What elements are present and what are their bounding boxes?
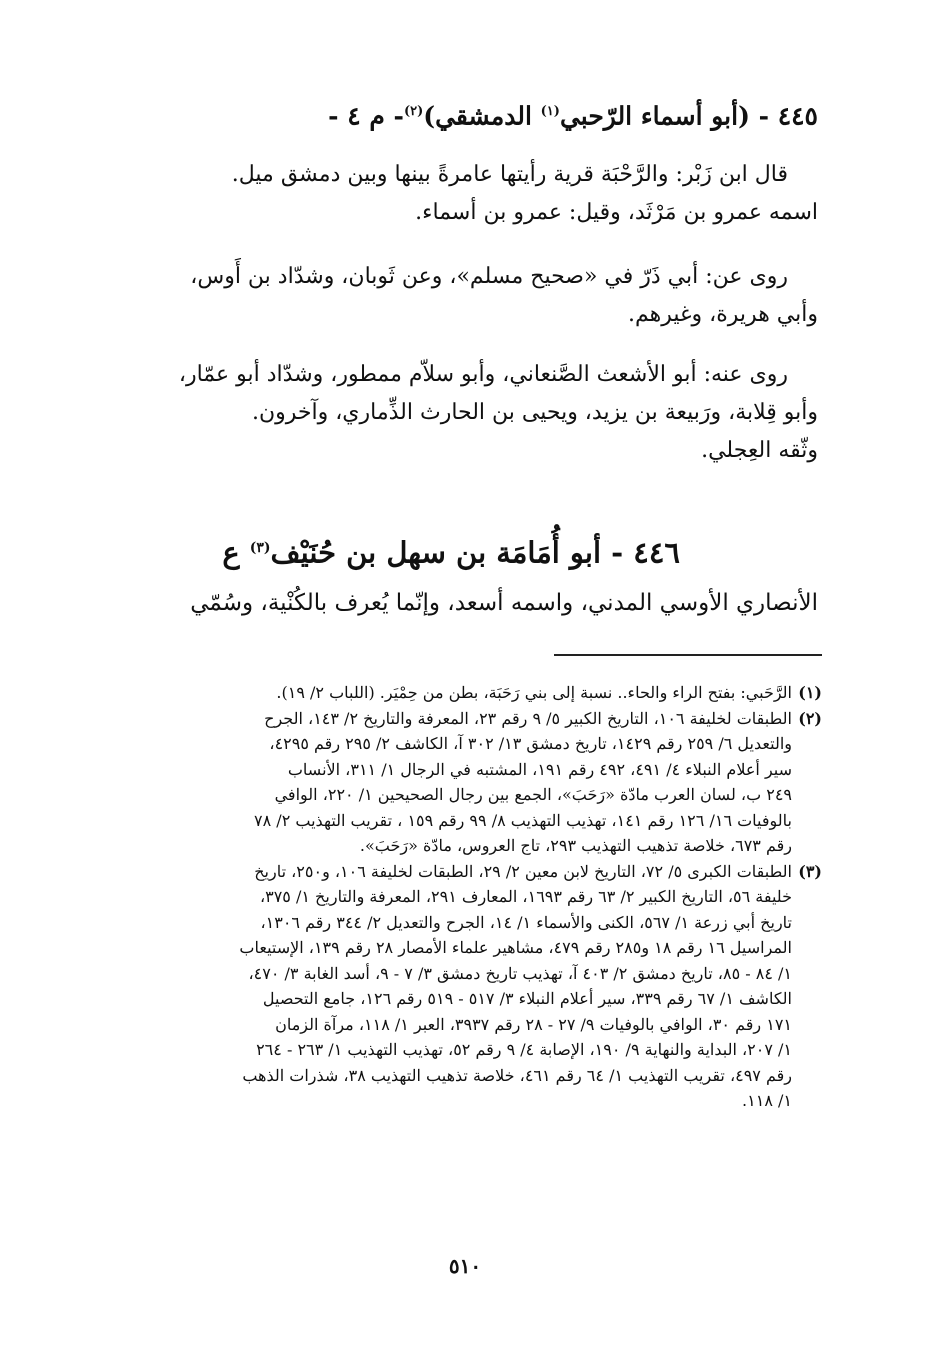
footnote-ref-3[interactable]: (٣) (249, 540, 271, 556)
footnote-1 (132, 680, 822, 706)
footnote-line: الطبقات لخليفة ١٠٦، التاريخ الكبير ٥/ ٩ رقم ٢٣، المعرفة والتاريخ ٢/ ١٤٣، الجرح (264, 708, 792, 728)
paragraph-line: وأبو قِلابة، ورَبيعة بن يزيد، ويحيى بن الحارث الذِّماري، وآخرون. (251, 400, 818, 425)
entry-445-number: ٤٤٥ (777, 101, 818, 131)
footnote-line: بالوفيات ١٦/ ١٢٦ رقم ١٤١، تهذيب التهذيب ٨/ ٩٩ رقم ١٥٩ ، تقريب التهذيب ٢/ ٧٨ (254, 810, 792, 830)
paragraph-line: روى عنه: أبو الأشعث الصَّنعاني، وأبو سلاّم ممطور، وشدّاد أبو عمّار، (178, 362, 788, 387)
footnote-line: رقم ٤٩٧، تقريب التهذيب ١/ ٦٤ رقم ٤٦١، خلاصة تذهيب التهذيب ٣٨، شذرات الذهب (242, 1065, 792, 1085)
footnote-line: ١/ ٢٠٧، البداية والنهاية ٩/ ١٩٠، الإصابة ٤/ ٩ رقم ٥٢، تهذيب التهذيب ١/ ٢٦٣ - ٢٦٤ (256, 1040, 792, 1059)
paragraph-line: اسمه عمرو بن مَرْثَد، وقيل: عمرو بن أسماء. (415, 200, 818, 225)
footnote-line: الكاشف ١/ ٦٧ رقم ٣٣٩، سير أعلام النبلاء ٣/ ٥١٧ - ٥١٩ رقم ١٢٦، جامع التحصيل (262, 989, 792, 1008)
paragraph-line: وأبي هريرة، وغيرهم. (628, 302, 818, 327)
entry-445-heading (100, 92, 818, 136)
entry-445-title-suffix: - م ٤ - (328, 101, 404, 131)
entry-446-title-prefix: - أبو أُمَامَة بن سهل بن حُنَيْف (270, 535, 624, 570)
entry-445-narrators (108, 356, 818, 470)
footnote-number: (٢) (798, 708, 822, 728)
footnote-2 (132, 706, 822, 859)
footnote-line: المراسيل ١٦ رقم ١٨ و٢٨٥ رقم ٤٧٩، مشاهير علماء الأمصار ٢٨ رقم ١٣٩، الإستيعاب (239, 938, 792, 957)
footnote-number: (٣) (798, 861, 822, 881)
paragraph-line: الأنصاري الأوسي المدني، واسمه أسعد، وإنّما يُعرف بالكُنْية، وسُمّي (190, 590, 818, 616)
footnote-ref-1[interactable]: (١) (540, 104, 560, 119)
footnote-line: الرَّحَبي: بفتح الراء والحاء.. نسبة إلى بني رَحَبَة، بطن من حِمْيَر. (اللباب ٢/ ١٩). (276, 683, 792, 702)
footnote-line: ١٧١ رقم ٣٠، الوافي بالوفيات ٩/ ٢٧ - ٢٨ رقم ٣٩٣٧، العبر ١/ ١١٨، مرآة الزمان (275, 1014, 792, 1034)
footnotes-section (132, 680, 822, 1114)
footnote-body (132, 859, 792, 1114)
footnote-line: تاريخ أبي زرعة ١/ ٥٦٧، الكنى والأسماء ١/ ١٤، الجرح والتعديل ٢/ ٣٤٤ رقم ١٣٠٦، (260, 912, 792, 932)
footnote-line: ٢٤٩ ب، لسان العرب مادّة «رَحَبَ»، الجمع بين رجال الصحيحين ١/ ٢٢٠، الوافي (274, 785, 792, 804)
footnote-line: ١/ ٨٤ - ٨٥، تاريخ دمشق ٢/ ٤٠٣ آ، تهذيب تاريخ دمشق ٣/ ٧ - ٩، أسد الغابة ٣/ ٤٧٠، (248, 963, 792, 983)
paragraph-line: وثّقه العِجلي. (701, 438, 818, 463)
entry-445-narrated-from (108, 258, 818, 334)
footnote-line: ١/ ١١٨. (742, 1091, 792, 1110)
footnote-line: خليفة ٥٦، التاريخ الكبير ٢/ ٦٣ رقم ١٦٩٣، المعارف ٢٩١، المعرفة والتاريخ ١/ ٣٧٥، (259, 887, 792, 906)
entry-446-title-suffix: ع (222, 535, 250, 570)
footnote-number: (١) (798, 683, 822, 702)
entry-446-description (108, 584, 818, 622)
entry-445-title-prefix: - (أبو أسماء الرّحبي (559, 101, 769, 131)
entry-445-description (108, 156, 818, 232)
footnote-3 (132, 859, 822, 1114)
paragraph-line: قال ابن زَبْر: والرَّحْبَة قرية رأيتها عامرةً بينها وبين دمشق ميل. (231, 162, 788, 187)
page-number: ٥١٠ (448, 1254, 482, 1278)
entry-446-heading (120, 524, 680, 577)
footnote-divider (554, 654, 822, 656)
footnote-ref-2[interactable]: (٢) (403, 104, 424, 119)
paragraph-line: روى عن: أبي ذَرّ في «صحيح مسلم»، وعن ثَوبان، وشدّاد بن أَوس، (190, 264, 788, 289)
footnote-body (132, 680, 792, 706)
footnote-line: سير أعلام النبلاء ٤/ ٤٩١، ٤٩٢ رقم ١٩١، المشتبه في الرجال ١/ ٣١١، الأنساب (287, 759, 792, 779)
footnote-line: رقم ٦٧٣، خلاصة تذهيب التهذيب ٢٩٣، تاج العروس، مادّة «رَحَبَ». (359, 836, 792, 855)
entry-446-number: ٤٤٦ (633, 535, 680, 570)
footnote-line: والتعديل ٦/ ٢٥٩ رقم ١٤٢٩، تاريخ دمشق ١٣/ ٣٠٢ آ، الكاشف ٢/ ٢٩٥ رقم ٤٢٩٥، (269, 734, 792, 753)
footnote-line: الطبقات الكبرى ٥/ ٧٢، التاريخ لابن معين ٢/ ٢٩، الطبقات لخليفة ١٠٦، و٢٥٠، تاريخ (254, 861, 792, 881)
footnote-body (132, 706, 792, 859)
entry-445-title-middle: الدمشقي) (423, 101, 541, 131)
